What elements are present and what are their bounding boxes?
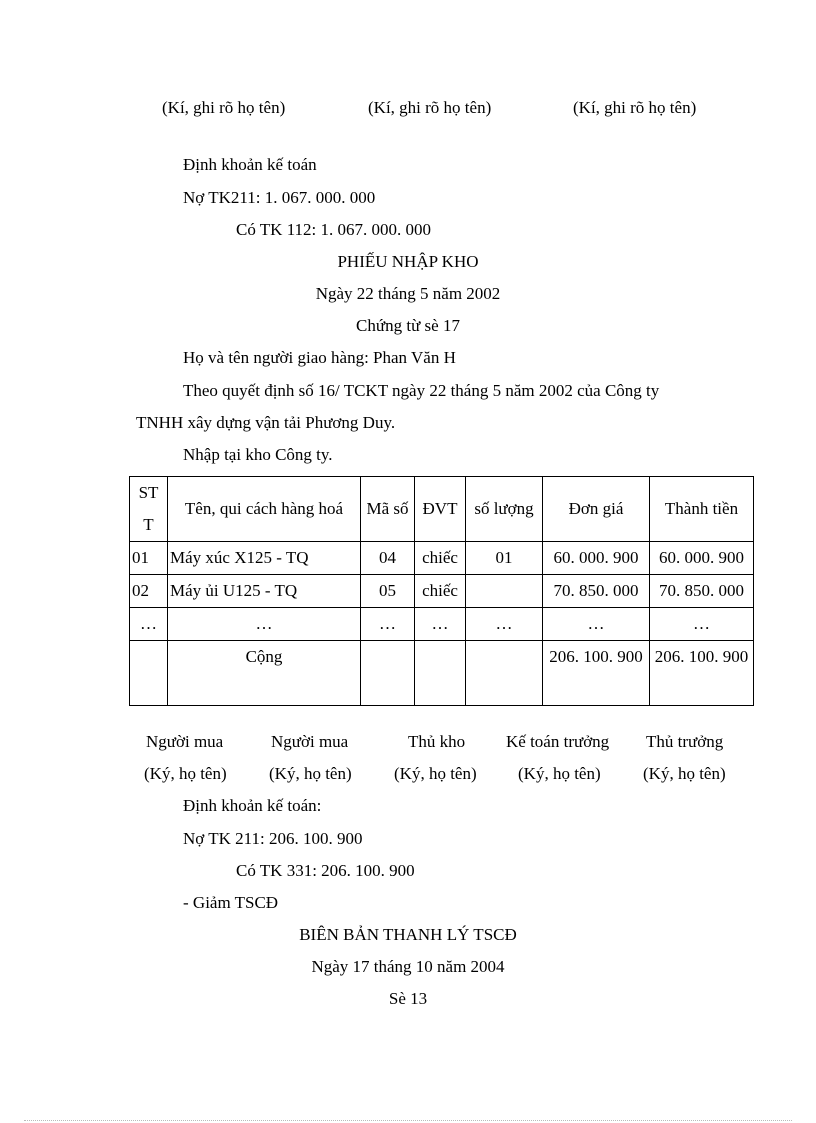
receipt-doc-no: Chứng từ sè 17 [356,316,460,335]
total-quantity-empty [466,641,543,706]
cell-quantity [466,575,543,608]
total-label: Cộng [168,641,361,706]
signer-role-4: Kế toán trưởng [506,732,610,751]
liquidation-date: Ngày 17 tháng 10 năm 2004 [311,957,505,976]
signer-note-2: (Ký, họ tên) [269,764,352,783]
cell-unit-price: 60. 000. 900 [543,542,650,575]
signer-role-5: Thủ trưởng [646,732,724,751]
signer-role-2: Người mua [271,732,349,751]
total-unit-price: 206. 100. 900 [543,641,650,706]
table-header-row [130,477,754,542]
entry1-debit: Nợ TK211: 1. 067. 000. 000 [183,188,376,207]
cell-unit: … [415,608,466,641]
signer-role-1: Người mua [146,732,224,751]
liquidation-doc-no: Sè 13 [388,989,428,1008]
cell-quantity: … [466,608,543,641]
cell-amount: … [650,608,754,641]
header-code: Mã số [361,477,415,542]
entry2-credit: Có TK 331: 206. 100. 900 [236,861,415,880]
cell-code: … [361,608,415,641]
signature-note-3: (Kí, ghi rõ họ tên) [573,98,697,117]
liquidation-title: BIÊN BẢN THANH LÝ TSCĐ [299,925,517,944]
signer-note-3: (Ký, họ tên) [394,764,477,783]
entry1-credit: Có TK 112: 1. 067. 000. 000 [236,220,432,239]
cell-code: 04 [361,542,415,575]
cell-unit-price: … [543,608,650,641]
receipt-title: PHIẾU NHẬP KHO [337,252,479,271]
header-name: Tên, qui cách hàng hoá [168,477,361,542]
signer-note-5: (Ký, họ tên) [643,764,726,783]
total-stt-empty [130,641,168,706]
cell-quantity: 01 [466,542,543,575]
header-quantity: số lượng [466,477,543,542]
goods-table [129,476,754,706]
section-heading: - Giảm TSCĐ [183,893,279,912]
total-amount: 206. 100. 900 [650,641,754,706]
total-code-empty [361,641,415,706]
entry2-heading: Định khoản kế toán: [183,796,322,815]
cell-unit-price: 70. 850. 000 [543,575,650,608]
cell-amount: 70. 850. 000 [650,575,754,608]
receipt-date: Ngày 22 tháng 5 năm 2002 [315,284,501,303]
cell-stt: 01 [130,542,168,575]
receipt-decision-line2: TNHH xây dựng vận tải Phương Duy. [136,413,396,432]
cell-unit: chiếc [415,575,466,608]
receipt-deliverer: Họ và tên người giao hàng: Phan Văn H [183,348,456,367]
signature-note-1: (Kí, ghi rõ họ tên) [162,98,286,117]
receipt-warehouse: Nhập tại kho Công ty. [183,445,333,464]
table-row [130,575,754,608]
cell-stt: … [130,608,168,641]
cell-code: 05 [361,575,415,608]
cell-unit: chiếc [415,542,466,575]
header-unit: ĐVT [415,477,466,542]
total-unit-empty [415,641,466,706]
cell-stt: 02 [130,575,168,608]
signature-note-2: (Kí, ghi rõ họ tên) [368,98,492,117]
header-unit-price: Đơn giá [543,477,650,542]
signer-note-4: (Ký, họ tên) [518,764,601,783]
cell-name: Máy ủi U125 - TQ [168,575,361,608]
cell-amount: 60. 000. 900 [650,542,754,575]
entry1-heading: Định khoản kế toán [183,155,317,174]
page-bottom-divider [24,1120,792,1121]
signer-role-3: Thủ kho [408,732,466,751]
table-row [130,608,754,641]
entry2-debit: Nợ TK 211: 206. 100. 900 [183,829,363,848]
cell-name: … [168,608,361,641]
table-total-row [130,641,754,706]
signer-note-1: (Ký, họ tên) [144,764,227,783]
receipt-decision-line1: Theo quyết định số 16/ TCKT ngày 22 tháng 5 năm 2002 của Công ty [183,381,660,400]
cell-name: Máy xúc X125 - TQ [168,542,361,575]
header-amount: Thành tiền [650,477,754,542]
header-stt: ST T [130,477,168,542]
table-row [130,542,754,575]
